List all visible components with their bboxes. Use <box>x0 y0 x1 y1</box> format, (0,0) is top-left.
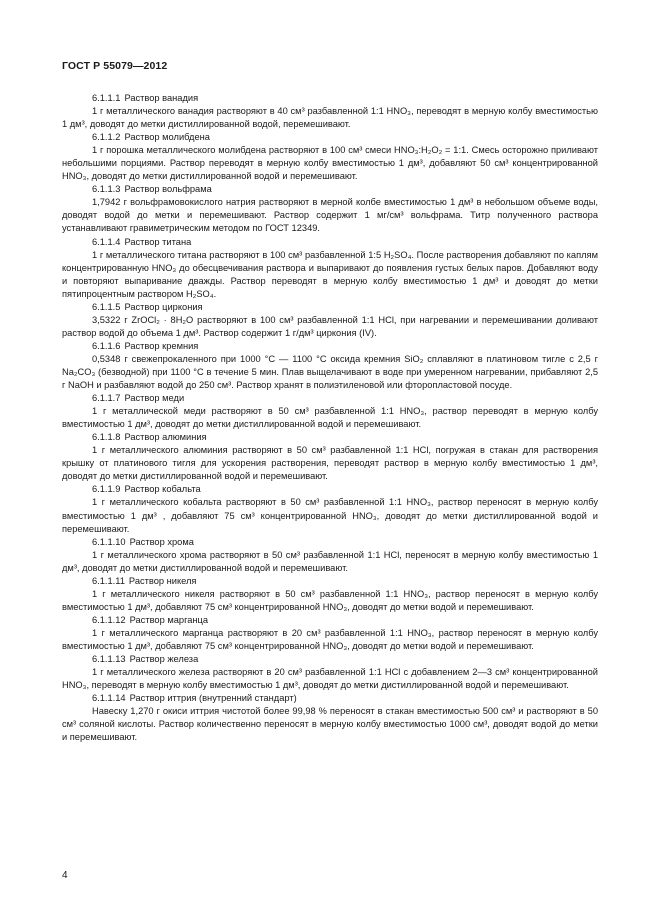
section-number: 6.1.1.1 <box>92 93 121 103</box>
document-header: ГОСТ Р 55079—2012 <box>62 60 168 72</box>
section-number: 6.1.1.6 <box>92 340 121 351</box>
section-title: Раствор кремния <box>124 340 199 351</box>
paragraph-text: 1 г металлического хрома растворяют в 50 см³ разбавленной 1:1 HCl, переносят в мерную колбу вместимостью 1 дм³, доводят до метки дистиллированной водой и перемешивают. <box>62 549 598 573</box>
section-heading <box>62 536 598 549</box>
section-number: 6.1.1.3 <box>92 184 121 195</box>
section-heading <box>62 653 598 666</box>
section-title: Раствор алюминия <box>124 432 207 443</box>
section-heading <box>62 340 598 353</box>
section-paragraph <box>62 105 598 131</box>
section-heading <box>62 131 598 144</box>
section-paragraph <box>62 405 598 431</box>
paragraph-text: 1 г металлического титана растворяют в 100 см³ разбавленной 1:5 H₂SO₄. После растворения добавляют по каплям концентрированную HNO₃ до обесцвечивания раствора и выпаривают до появления густых белых паров. Добавляют воду и повторяют выпаривание дважды. Раствор переводят в мерную колбу вместимостью 1 дм³ и доводят до метки пятипроцентным раствором H₂SO₄. <box>62 249 598 299</box>
section-title: Раствор железа <box>129 654 199 665</box>
section-title: Раствор хрома <box>129 536 194 547</box>
section-paragraph <box>62 353 598 392</box>
section-number: 6.1.1.9 <box>92 484 121 495</box>
section-number: 6.1.1.5 <box>92 301 121 312</box>
document-body <box>62 92 598 744</box>
section-title: Раствор молибдена <box>124 132 210 143</box>
section-number: 6.1.1.2 <box>92 132 121 143</box>
section-paragraph <box>62 588 598 614</box>
section-paragraph <box>62 196 598 235</box>
section-number: 6.1.1.12 <box>92 614 126 625</box>
section-heading <box>62 392 598 405</box>
paragraph-text: 1 г металлического железа растворяют в 20 см³ разбавленной 1:1 HCl с добавлением 2—3 см³ концентрированной HNO₃, переводят в мерную колбу вместимостью 1 дм³, доводят до метки дистиллированной водой и перемешивают. <box>62 667 598 691</box>
section-title: Раствор титана <box>124 236 192 247</box>
section-heading <box>62 575 598 588</box>
section-number: 6.1.1.7 <box>92 393 121 404</box>
section-paragraph <box>62 444 598 483</box>
paragraph-text: 3,5322 г ZrOCl₂ · 8H₂O растворяют в 100 см³ разбавленной 1:1 HCl, при нагревании и перемешивании доливают раствор водой до объема 1 дм³. Раствор содержит 1 г/дм³ циркония (IV). <box>62 314 598 338</box>
paragraph-text: 1 г металлического никеля растворяют в 50 см³ разбавленной 1:1 HNO₃, раствор переносят в мерную колбу вместимостью 1 дм³, добавляют 75 см³ концентрированной HNO₃, доводят до метки водой и перемешивают. <box>62 588 598 612</box>
section-number: 6.1.1.8 <box>92 432 121 443</box>
section-paragraph <box>62 627 598 653</box>
section-title: Раствор марганца <box>129 614 209 625</box>
section-number: 6.1.1.13 <box>92 654 126 665</box>
section-heading <box>62 483 598 496</box>
section-paragraph <box>62 666 598 692</box>
paragraph-text: Навеску 1,270 г окиси иттрия чистотой более 99,98 % переносят в стакан вместимостью 500 см³ и растворяют в 50 см³ соляной кислоты. Раствор количественно переносят в мерную колбу вместимостью 1000 см³, доводят водой до метки и перемешивают. <box>62 706 598 743</box>
section-title: Раствор ванадия <box>124 93 199 103</box>
section-title: Раствор циркония <box>124 301 203 312</box>
section-number: 6.1.1.14 <box>92 693 126 704</box>
section-paragraph <box>62 705 598 744</box>
section-heading <box>62 614 598 627</box>
paragraph-text: 0,5348 г свежепрокаленного при 1000 °С — 1100 °С оксида кремния SiO₂ сплавляют в платиновом тигле с 2,5 г Na₂CO₃ (безводной) при 1100 °С в течение 5 мин. Плав выщелачивают в воде при умеренном нагревании, прибавляют 2,5 г NaOH и разбавляют водой до 250 см³. Раствор хранят в полиэтиленовой или фторопластовой посуде. <box>62 353 598 391</box>
section-number: 6.1.1.10 <box>92 536 126 547</box>
page-number: 4 <box>62 870 68 881</box>
section-paragraph <box>62 249 598 301</box>
section-heading <box>62 92 598 105</box>
section-heading <box>62 236 598 249</box>
section-title: Раствор кобальта <box>124 484 201 495</box>
section-title: Раствор никеля <box>128 575 197 586</box>
section-number: 6.1.1.4 <box>92 236 121 247</box>
paragraph-text: 1 г металлического марганца растворяют в 20 см³ разбавленной 1:1 HNO₃, раствор переносят в мерную колбу вместимостью 1 дм³, добавляют 75 см³ концентрированной HNO₃, доводят до метки водой и перемешивают. <box>62 627 598 651</box>
paragraph-text: 1,7942 г вольфрамовокислого натрия растворяют в мерной колбе вместимостью 1 дм³ в небольшом объеме воды, доводят водой до метки и перемешивают. Раствор содержит 1 мг/см³ вольфрама. Титр полученного раствора устанавливают гравиметрическим методом по ГОСТ 12349. <box>62 197 598 234</box>
section-paragraph <box>62 549 598 575</box>
section-title: Раствор вольфрама <box>124 184 212 195</box>
paragraph-text: 1 г порошка металлического молибдена растворяют в 100 см³ смеси HNO₃:H₂O₂ = 1:1. Смесь осторожно приливают небольшими порциями. Раствор переводят в мерную колбу вместимостью 1 дм³, добавляют 50 см³ концентрированной HNO₃, доводят до метки дистиллированной водой и перемешивают. <box>62 145 598 182</box>
paragraph-text: 1 г металлического кобальта растворяют в 50 см³ разбавленной 1:1 HNO₃, раствор переносят в мерную колбу вместимостью 1 дм³ , добавляют 75 см³ концентрированной HNO₃, доводят до метки дистиллированной водой и перемешивают. <box>62 497 598 534</box>
paragraph-text: 1 г металлической меди растворяют в 50 см³ разбавленной 1:1 HNO₃, раствор переводят в мерную колбу вместимостью 1 дм³, доводят до метки дистиллированной водой и перемешивают. <box>62 406 598 430</box>
paragraph-text: 1 г металлического алюминия растворяют в 50 см³ разбавленной 1:1 HCl, погружая в стакан для растворения крышку от платинового тигля для ускорения растворения, переводят раствор в мерную колбу вместимостью 1 дм³, доводят до метки дистиллированной водой и перемешивают. <box>62 445 598 482</box>
section-number: 6.1.1.11 <box>92 575 125 586</box>
section-title: Раствор иттрия (внутренний стандарт) <box>129 693 297 704</box>
section-heading <box>62 692 598 705</box>
section-heading <box>62 431 598 444</box>
section-heading <box>62 301 598 314</box>
paragraph-text: 1 г металлического ванадия растворяют в 40 см³ разбавленной 1:1 HNO₃, переводят в мерную колбу вместимостью 1 дм³, доводят до метки дистиллированной водой, перемешивают. <box>62 106 598 130</box>
section-heading <box>62 183 598 196</box>
section-paragraph <box>62 314 598 340</box>
section-paragraph <box>62 496 598 535</box>
section-title: Раствор меди <box>124 393 185 404</box>
section-paragraph <box>62 144 598 183</box>
